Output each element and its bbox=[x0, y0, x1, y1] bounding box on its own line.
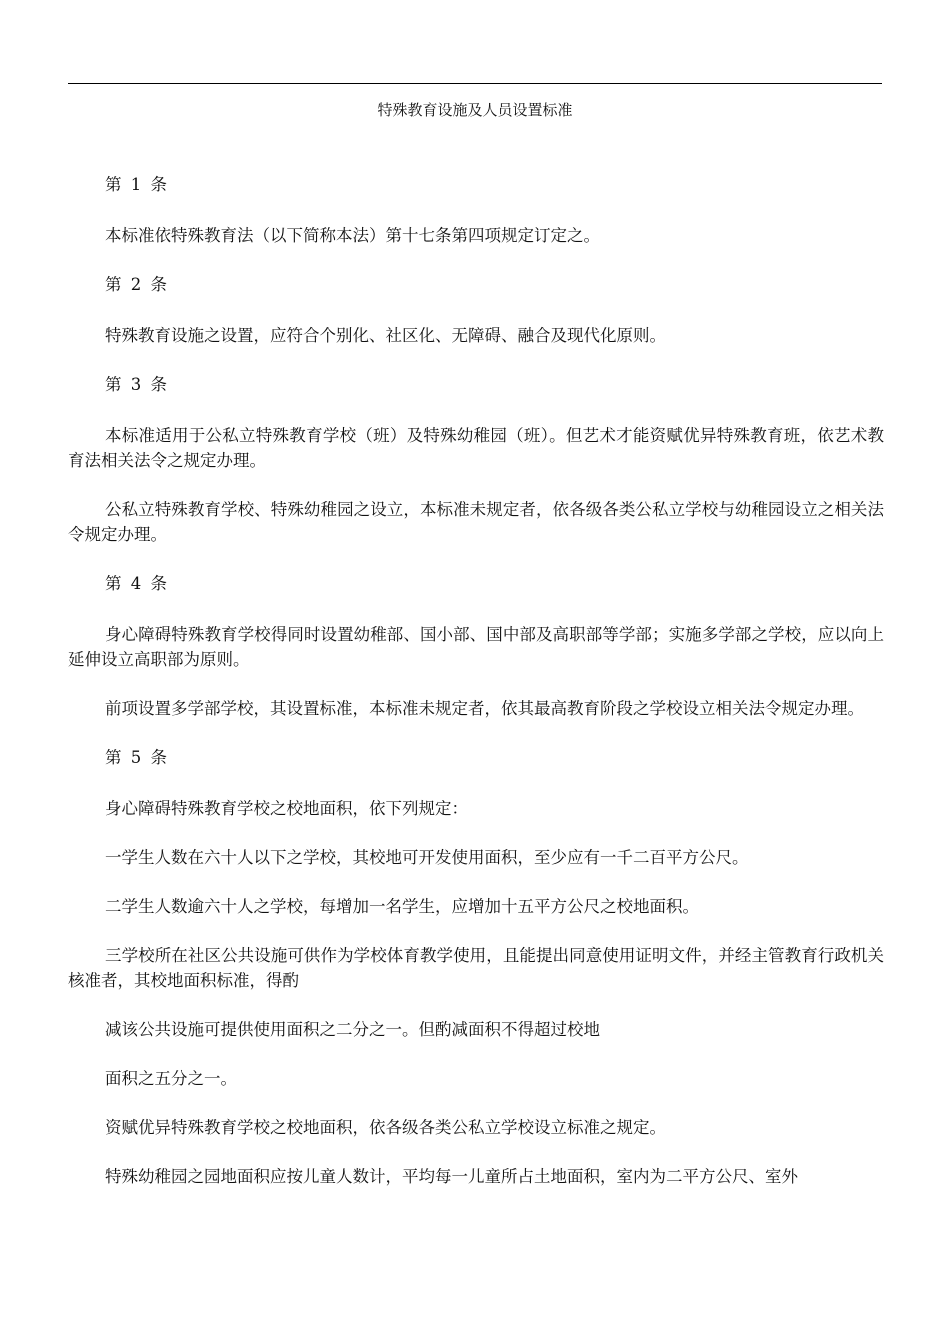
article-heading-4: 第 4 条 bbox=[105, 574, 169, 593]
article-heading-5: 第 5 条 bbox=[105, 748, 169, 767]
paragraph: 二学生人数逾六十人之学校，每增加一名学生，应增加十五平方公尺之校地面积。 bbox=[105, 897, 699, 916]
article-heading-3: 第 3 条 bbox=[105, 375, 169, 394]
paragraph: 面积之五分之一。 bbox=[105, 1069, 237, 1088]
paragraph: 前项设置多学部学校，其设置标准，本标准未规定者，依其最高教育阶段之学校设立相关法令规定办理。 bbox=[105, 699, 864, 718]
paragraph: 本标准依特殊教育法（以下简称本法）第十七条第四项规定订定之。 bbox=[105, 226, 600, 245]
paragraph: 一学生人数在六十人以下之学校，其校地可开发使用面积，至少应有一千二百平方公尺。 bbox=[105, 848, 749, 867]
document-body bbox=[68, 172, 884, 1213]
article-heading-2: 第 2 条 bbox=[105, 275, 169, 294]
paragraph: 特殊教育设施之设置，应符合个别化、社区化、无障碍、融合及现代化原则。 bbox=[105, 326, 666, 345]
paragraph: 特殊幼稚园之园地面积应按儿童人数计，平均每一儿童所占土地面积，室内为二平方公尺、室外 bbox=[105, 1167, 798, 1186]
paragraph: 减该公共设施可提供使用面积之二分之一。但酌减面积不得超过校地 bbox=[105, 1020, 600, 1039]
document-title: 特殊教育设施及人员设置标准 bbox=[377, 101, 573, 119]
paragraph: 三学校所在社区公共设施可供作为学校体育教学使用，且能提出同意使用证明文件，并经主管教育行政机关核准者，其校地面积标准，得酌 bbox=[68, 946, 884, 990]
paragraph: 身心障碍特殊教育学校之校地面积，依下列规定： bbox=[105, 799, 468, 818]
paragraph: 公私立特殊教育学校、特殊幼稚园之设立，本标准未规定者，依各级各类公私立学校与幼稚园设立之相关法令规定办理。 bbox=[68, 500, 884, 544]
paragraph: 身心障碍特殊教育学校得同时设置幼稚部、国小部、国中部及高职部等学部；实施多学部之学校，应以向上延伸设立高职部为原则。 bbox=[68, 625, 884, 669]
paragraph: 资赋优异特殊教育学校之校地面积，依各级各类公私立学校设立标准之规定。 bbox=[105, 1118, 666, 1137]
header-rule bbox=[68, 83, 882, 84]
article-heading-1: 第 1 条 bbox=[105, 175, 169, 194]
paragraph: 本标准适用于公私立特殊教育学校（班）及特殊幼稚园（班）。但艺术才能资赋优异特殊教育班，依艺术教育法相关法令之规定办理。 bbox=[68, 426, 884, 470]
